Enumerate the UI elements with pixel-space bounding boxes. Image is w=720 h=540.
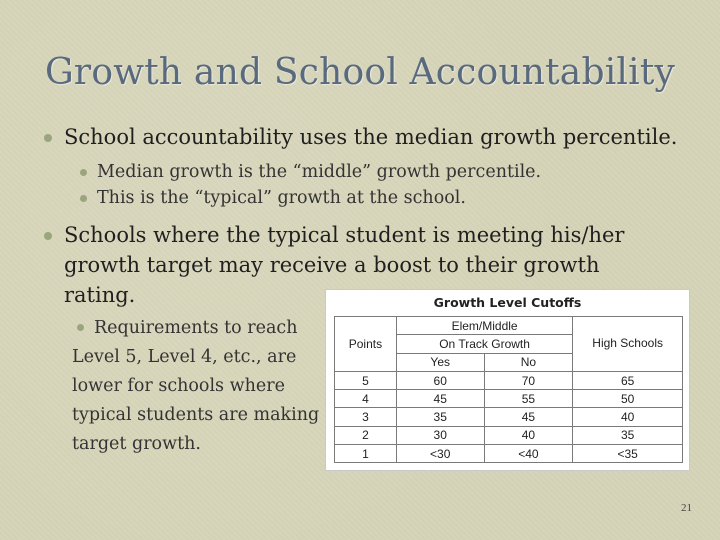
- header-points: Points: [335, 317, 397, 372]
- bullet-1-sub-1: [97, 160, 697, 184]
- cutoffs-grid: [334, 316, 683, 463]
- header-yes: Yes: [396, 353, 484, 371]
- bullet-2-text: Schools where the typical student is meeting his/her growth target may receive a boost to their growth rating.: [64, 223, 625, 307]
- table-row: 1 <30 <40 <35: [335, 445, 683, 463]
- bullet-dot-icon: [44, 134, 52, 142]
- bullet-dot-icon: [80, 169, 87, 176]
- bullet-2-sub-1-text: Requirements to reach Level 5, Level 4, etc., are lower for schools where typical students are making target growth.: [72, 318, 320, 454]
- table-row: 3 35 45 40: [335, 408, 683, 426]
- bullet-dot-icon: [80, 195, 87, 202]
- bullet-1-sub-2-text: This is the “typical” growth at the school.: [97, 188, 466, 208]
- bullet-1: [64, 122, 704, 152]
- table-row: 2 30 40 35: [335, 426, 683, 444]
- bullet-1-sub-1-text: Median growth is the “middle” growth percentile.: [97, 162, 542, 182]
- header-elem-middle: Elem/Middle: [396, 317, 572, 335]
- header-high-schools: High Schools: [573, 317, 683, 372]
- bullet-1-text: School accountability uses the median growth percentile.: [64, 125, 678, 149]
- page-number: 21: [681, 502, 692, 514]
- table-row: 5 60 70 65: [335, 371, 683, 389]
- bullet-dot-icon: [77, 324, 84, 331]
- table-row: 4 45 55 50: [335, 390, 683, 408]
- header-no: No: [484, 353, 573, 371]
- slide-title: Growth and School Accountability: [44, 52, 676, 93]
- bullet-2-sub-1: [72, 314, 322, 459]
- table-title: Growth Level Cutoffs: [433, 295, 582, 310]
- bullet-dot-icon: [44, 232, 52, 240]
- bullet-1-sub-2: [97, 186, 697, 210]
- header-on-track: On Track Growth: [396, 335, 572, 353]
- growth-level-cutoffs-table: [325, 289, 690, 471]
